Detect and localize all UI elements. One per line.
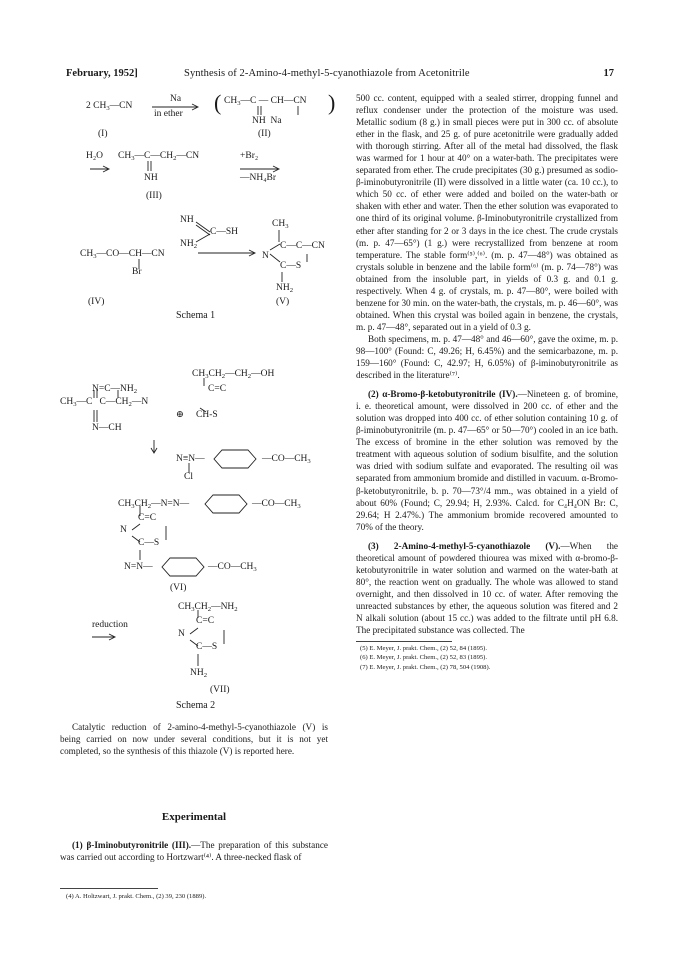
- footnote-rule-left: [60, 888, 158, 889]
- vi-c-s: C—S: [138, 538, 160, 548]
- n-ring: N: [262, 251, 269, 261]
- pyrimidine-ch3: $CH_3—C$ $C—CH_2—N$: [60, 397, 149, 408]
- paren-close: ): [328, 90, 336, 115]
- label-IV: (IV): [88, 297, 105, 307]
- left-column: [60, 715, 328, 935]
- thiamine-bonds: [86, 378, 236, 428]
- arrow-4: [198, 250, 258, 256]
- reagent-in-ether: in ether: [154, 109, 183, 119]
- nc-nh2: $N=C—NH_2$: [92, 384, 138, 395]
- reduction-label: reduction: [92, 620, 128, 630]
- co-ch3-3: $—CO—CH_3$: [208, 562, 257, 573]
- benzene-ring-1: [214, 449, 258, 469]
- arrow-3: [240, 166, 282, 172]
- vi-c-eq-c: C=C: [138, 513, 157, 523]
- vii-nh2: $NH_2$: [190, 668, 208, 679]
- section-3-title: (3) 2-Amino-4-methyl-5-cyanothiazole (V).: [368, 540, 561, 551]
- c-cn: C—C—CN: [280, 241, 325, 251]
- footnote-7: (7) E. Meyer, J. prakt. Chem., (2) 78, 504 (1908).: [360, 663, 491, 671]
- section-1-body: —The preparation of this substance was carried out according to Hortzwart⁽⁴⁾. A three-necked flask of: [60, 840, 329, 863]
- running-title: Synthesis of 2-Amino-4-methyl-5-cyanothiazole from Acetonitrile: [184, 68, 470, 79]
- reagent-na: Na: [170, 94, 182, 104]
- section-2-title: (2) α-Bromo-β-ketobutyronitrile (IV).: [368, 389, 518, 400]
- label-VII: (VII): [210, 685, 230, 695]
- section-3-body: —When the theoretical amount of powdered thiourea was mixed with α-bromo-β-ketobutyronitrile in water solution and warmed on the water-bath at 80°, the reaction went on gradually. The whole was allowed to stand overnight, and then dissolved in 10 cc. of water. After removing the unreacted substances by ether, the aqueous solution was fitered and 2 N alkali solution (about 15 cc.) was added to the filtrate until pH 6.8. The precipitated substance was collected. The: [356, 540, 618, 636]
- n-ch: N—CH: [92, 423, 122, 433]
- iminobutyronitrile: $CH_3—C—CH_2—CN$: [118, 151, 200, 162]
- section-1-title: (1) β-Iminobutyronitrile (III).: [72, 840, 192, 850]
- section-1-paragraph: [60, 839, 328, 863]
- label-I: (I): [98, 129, 108, 139]
- label-III: (III): [146, 191, 162, 201]
- diazonium-n: N≡N—: [176, 454, 205, 464]
- intro-paragraph: Catalytic reduction of 2-amino-4-methyl-5-cyanothiazole (V) is being carried on now under several conditions, but it is not yet completed, so the synthesis of this thiazole (V) is reported here.: [60, 722, 328, 757]
- benzene-ring-3: [162, 557, 206, 577]
- footnote-rule-right: [356, 641, 452, 642]
- vii-c-s: C—S: [196, 642, 218, 652]
- thiourea-csh: C—SH: [210, 227, 238, 237]
- co-ch3-1: $—CO—CH_3$: [262, 454, 311, 465]
- footnote-6: (6) E. Meyer, J. prakt. Chem., (2) 52, 83 (1895).: [360, 654, 488, 662]
- c-s: C—S: [280, 261, 302, 271]
- azo-chain: $CH_3CH_2—N=N—$: [118, 499, 190, 510]
- ch3-V: $CH_3$: [272, 219, 289, 230]
- sodio-iminobutyronitrile: $CH_3—C$ — CH—CN: [224, 96, 307, 107]
- reagent-nh4br: —NH₄Br: [240, 173, 277, 183]
- right-column: [356, 92, 618, 672]
- experimental-heading: Experimental: [161, 811, 227, 823]
- vii-n: N: [178, 629, 185, 639]
- page-number: 17: [603, 68, 614, 79]
- cl: Cl: [184, 472, 193, 482]
- thiourea-nh2: $NH_2$: [180, 239, 198, 250]
- reactant-acetonitrile: 2 $CH_3—CN$: [86, 101, 133, 112]
- vii-c-eq-c: C=C: [196, 616, 215, 626]
- c-eq-c: C=C: [208, 384, 227, 394]
- thiourea-nh: NH: [180, 215, 194, 225]
- nh-na: NH Na: [252, 116, 282, 126]
- footnotes-right: [356, 644, 618, 672]
- label-VI: (VI): [170, 583, 187, 593]
- arrow-2: [90, 166, 112, 172]
- arrow-reduction: [92, 634, 118, 640]
- oplus: ⊕: [176, 410, 184, 420]
- nh2-V: $NH_2$: [276, 283, 294, 294]
- bonds-II: [256, 106, 316, 116]
- side-chain-1: $CH_3CH_2—CH_2—OH$: [192, 369, 275, 380]
- paren-open: (: [214, 90, 222, 115]
- section-2-body: —Nineteen g. of bromine, i. e. theoretical amount, were dissolved in 200 cc. of ether and the solution was dropped into 400 cc. of ether solution containing 10 g. of β-iminobutyronitrile (m. p. 47—65° or 50—70°) cooled in an ice bath. The excess of bromine in the ether solution was removed by the treatment with aqueous solution of sodium bisulfite, and the solution was dried with sodium sulfate and evaporated. The resulting oil was separated from ammonium bromide and distilled in vacuum. α-Bromo-β-ketobutyronitrile, b. p. 70—73°/4 mm., was obtained in a yield of about 60% (Found; C, 29.94; H, 2.93%. Calcd. for C₄H₄ON Br: C, 29.64; H 2.47%.) The ammonium bromide recovered amounted to 70% of the theory.: [356, 389, 618, 532]
- reagent-br2: +Br₂: [240, 151, 259, 161]
- label-II: (II): [258, 129, 271, 139]
- ch-s: CH-S: [196, 410, 218, 420]
- right-paragraph-2: Both specimens, m. p. 47—48° and 46—60°, gave the oxime, m. p. 98—100° (Found: C, 49.26; H, 6.45%) and the semicarbazone, m. p. 159—160° (Found: C, 42.97; H, 6.05%) of β-iminobutyronitrile as described in the literature⁽⁷⁾.: [356, 333, 618, 381]
- bonds-thiourea: [196, 222, 212, 244]
- header-date: February, 1952]: [66, 68, 138, 79]
- label-V: (V): [276, 297, 290, 307]
- co-ch3-2: $—CO—CH_3$: [252, 499, 301, 510]
- section-2-paragraph: [356, 388, 618, 533]
- vi-n: N: [120, 525, 127, 535]
- bond-III: [146, 161, 154, 173]
- benzene-ring-2: [205, 494, 249, 514]
- br: Br: [132, 267, 142, 277]
- footnote-4: (4) A. Holtzwart, J. prakt. Chem., (2) 39, 230 (1889).: [66, 893, 207, 900]
- right-paragraph-1: 500 cc. content, equipped with a sealed stirrer, dropping funnel and reflux condenser under the protection of the moisture was used. Metallic sodium (8 g.) in small pieces were put in 300 cc. of absolute ether in the flask, and 25 g. of pure acetonitrile were gradually added with thorough stirring. After all of the metal had dissolved, the flask was warmed for 1 hour at 40° on a water-bath. The precipitates were separated from ether. The crude precipitates (30 g.) presumed as sodio-β-iminobutyronitrile (II) were dissolved in a little water (ca. 10 cc.), to which 50 cc. of ether were added and boiled on the water-bath or shaken with ether and water. Then the ether solution was evaporated to one third of its original volume. β-Iminobutyronitrile crystallized from ether after standing for 2 or 3 days in the ice chest. The crude crystals (m. p. 47—65°) (1 g.) were recrystallized from benzene at room temperature. The stable form⁽⁵⁾,⁽⁶⁾. (m. p. 47—48°) was obtained as crystals soluble in benzene and the labile form⁽⁶⁾ (m. p. 74—78°) was obtained from the insoluble part, in yields of 0.3 g. and 0.1 g. respectively. When 4 g. of crystals, m. p. 47—80°, were boiled with benzene for 30 min. on the water-bath, the crystals, m. p. 46—60°, was obtained. When this crystal was boiled again in benzene, the crystals, m. p. 47—48°, separated out in a yield of 0.3 g.: [356, 93, 618, 332]
- nh: NH: [144, 173, 158, 183]
- arrow-down: [150, 440, 158, 454]
- scheme-1-caption: Schema 1: [176, 310, 216, 321]
- scheme-2-caption: Schema 2: [176, 700, 216, 711]
- vii-side-chain: $CH_3CH_2—NH_2$: [178, 602, 238, 613]
- thiazole-ring-V: [262, 230, 312, 280]
- bromoketonitrile: $CH_3—CO—CH—CN$: [80, 249, 165, 260]
- vi-azo: N=N—: [124, 562, 153, 572]
- section-3-paragraph: [356, 540, 618, 636]
- thiazole-ring-VII: [184, 610, 234, 672]
- footnote-5: (5) E. Meyer, J. prakt. Chem., (2) 52, 84 (1895).: [360, 645, 488, 653]
- reagent-h2o: H₂O: [86, 151, 104, 161]
